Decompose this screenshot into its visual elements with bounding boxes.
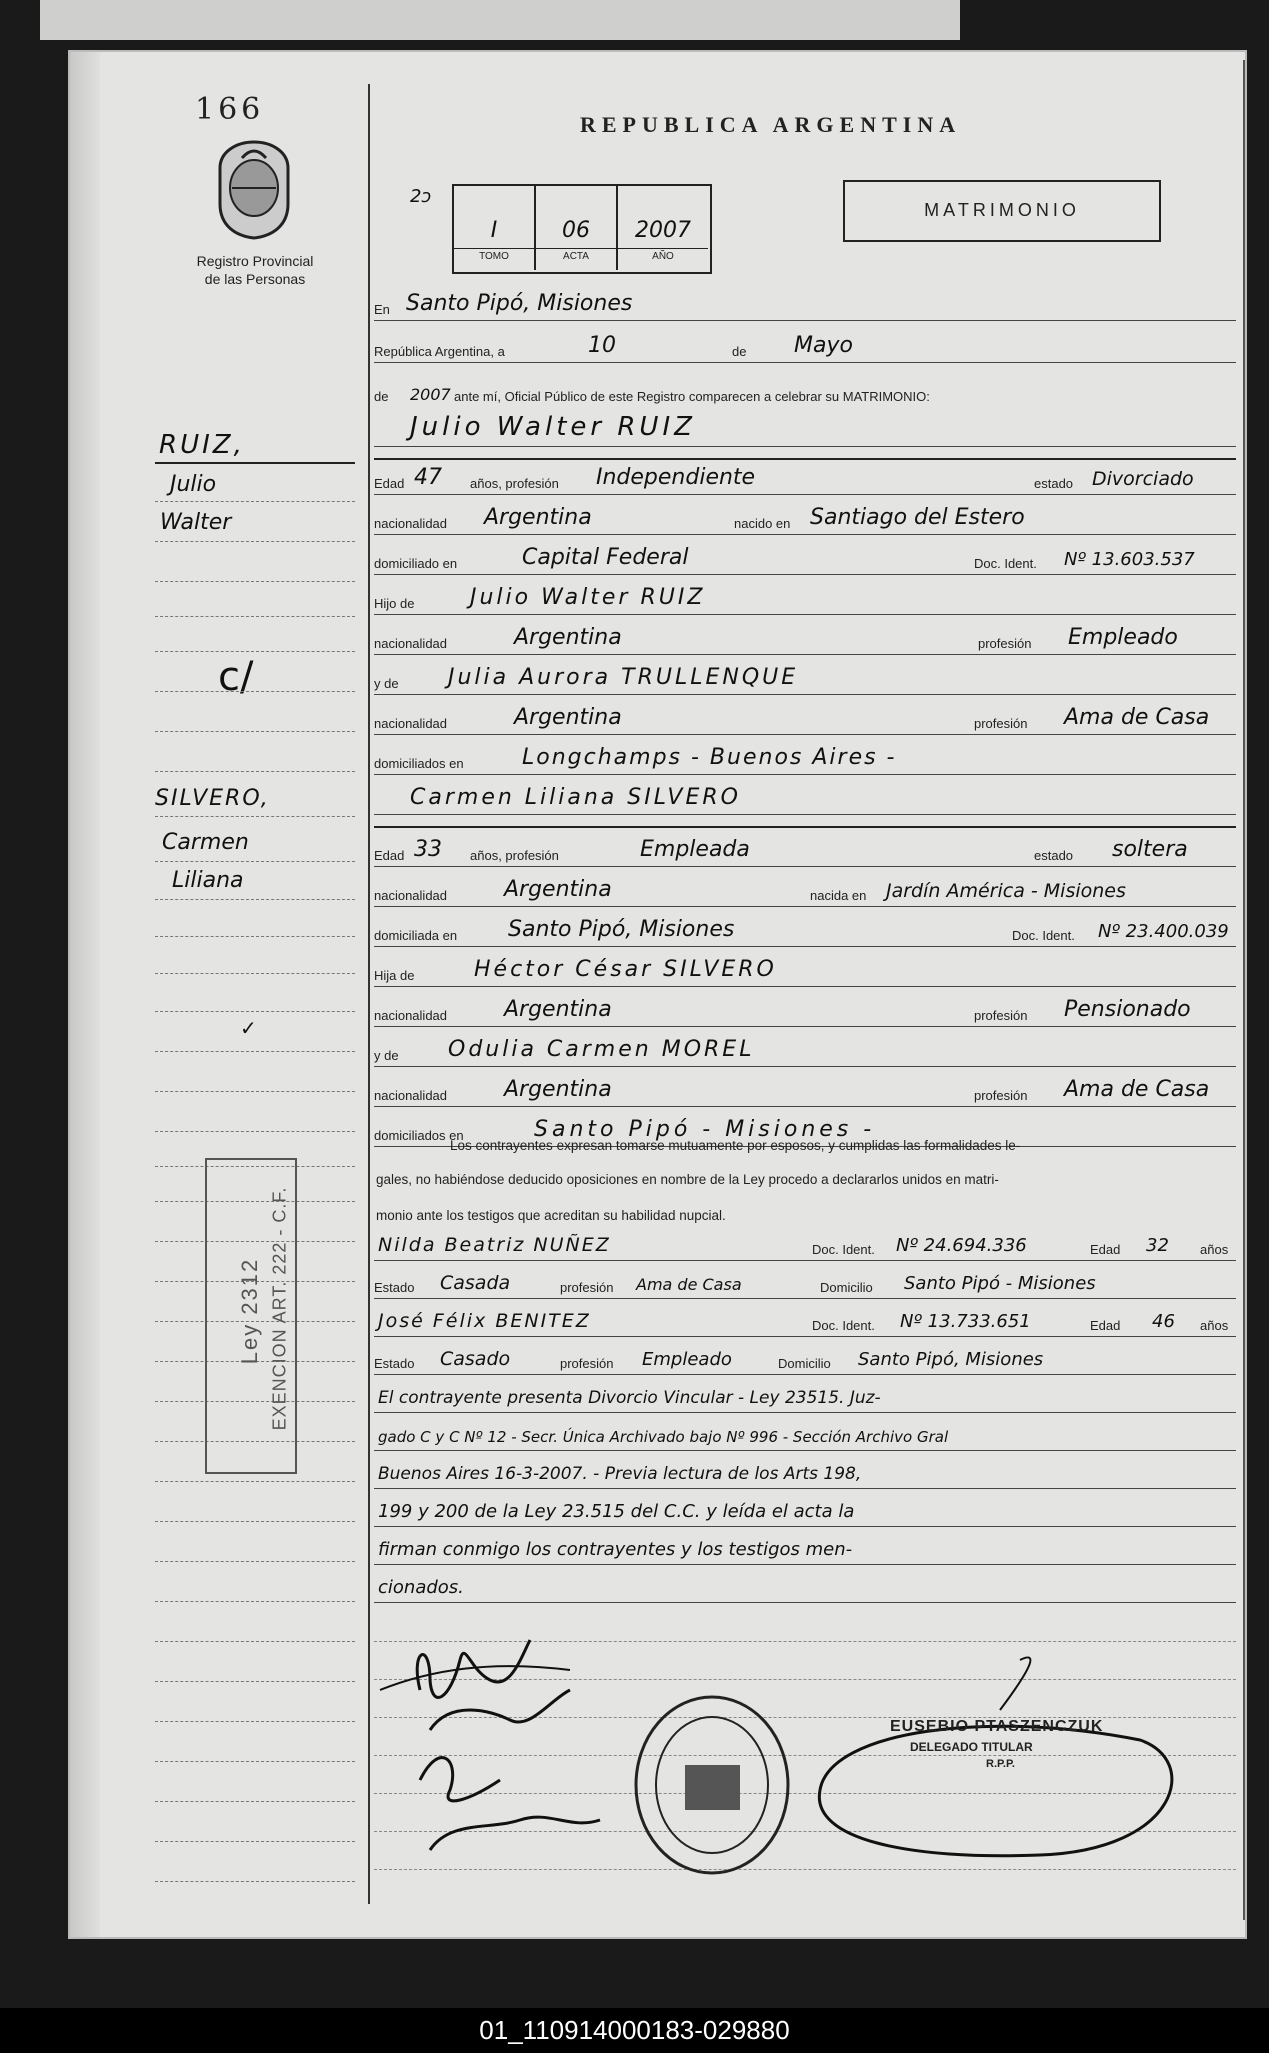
domiciliados-label: domiciliados en bbox=[374, 756, 464, 771]
margin-rule bbox=[155, 1050, 355, 1052]
witness2-age: 46 bbox=[1152, 1311, 1175, 1332]
official-title: DELEGADO TITULAR bbox=[910, 1740, 1033, 1754]
margin-rule bbox=[155, 935, 355, 937]
profesion-label: profesión bbox=[560, 1280, 614, 1295]
de-label: de bbox=[732, 344, 747, 359]
groom-status: Divorciado bbox=[1092, 468, 1194, 490]
bride-status: soltera bbox=[1112, 837, 1188, 862]
groom-domicile: Capital Federal bbox=[522, 545, 689, 570]
bride-mother-nationality: Argentina bbox=[504, 1077, 612, 1102]
bride-father-profession: Pensionado bbox=[1064, 997, 1191, 1022]
year-prefix: de bbox=[374, 389, 389, 404]
groom-domicile-row bbox=[374, 542, 1236, 575]
acta-label: ACTA bbox=[536, 248, 616, 262]
nacionalidad-label: nacionalidad bbox=[374, 636, 448, 651]
tomo-value: I bbox=[490, 218, 498, 243]
official-sub: R.P.P. bbox=[986, 1758, 1015, 1770]
acta-cell bbox=[536, 186, 618, 270]
profesion-label: profesión bbox=[978, 636, 1032, 651]
margin-rule bbox=[155, 1010, 355, 1012]
nacionalidad-label: nacionalidad bbox=[374, 1088, 448, 1103]
hijo-label: Hijo de bbox=[374, 596, 415, 611]
witness2-profession: Empleado bbox=[642, 1349, 732, 1370]
profesion-label: profesión bbox=[974, 1088, 1028, 1103]
note-line4 bbox=[374, 1494, 1236, 1527]
witness2-domicile: Santo Pipó, Misiones bbox=[858, 1349, 1044, 1370]
doc-label: Doc. Ident. bbox=[974, 556, 1037, 571]
doc-label: Doc. Ident. bbox=[1012, 928, 1075, 943]
bride-father: Héctor César SILVERO bbox=[474, 957, 777, 982]
bride-father-nationality: Argentina bbox=[504, 997, 612, 1022]
legal-line3: monio ante los testigos que acreditan su habilidad nupcial. bbox=[376, 1208, 726, 1223]
anos-label: años bbox=[1200, 1242, 1229, 1257]
groom-parents-domicile: Longchamps - Buenos Aires - bbox=[522, 745, 897, 770]
doc-label: Doc. Ident. bbox=[812, 1242, 875, 1257]
bride-full-name: Carmen Liliana SILVERO bbox=[410, 785, 741, 810]
groom-father-nat-row bbox=[374, 622, 1236, 655]
domicilio-label: Domicilio bbox=[820, 1280, 873, 1295]
groom-full-name: Julio Walter RUIZ bbox=[410, 412, 696, 442]
bride-name-line bbox=[374, 782, 1236, 815]
witness2-row bbox=[374, 1304, 1236, 1337]
margin-groom-name1: Julio bbox=[170, 472, 217, 497]
margin-rule bbox=[155, 540, 355, 542]
margin-rule bbox=[155, 860, 355, 862]
book-spine bbox=[70, 52, 100, 1937]
page-number: 166 bbox=[195, 92, 265, 127]
anos-profesion-label: años, profesión bbox=[470, 476, 559, 491]
scan-code-footer: 01_110914000183-029880 bbox=[0, 2008, 1269, 2053]
margin-rule bbox=[155, 972, 355, 974]
margin-rule bbox=[155, 1800, 355, 1802]
act-type-box bbox=[843, 180, 1161, 242]
nacionalidad-label: nacionalidad bbox=[374, 1008, 448, 1023]
nacida-label: nacida en bbox=[810, 888, 867, 903]
ano-value: 2007 bbox=[635, 218, 691, 243]
margin-rule bbox=[155, 500, 355, 502]
act-type: MATRIMONIO bbox=[924, 200, 1080, 220]
right-border bbox=[1243, 60, 1245, 1920]
anos-label: años bbox=[1200, 1318, 1229, 1333]
witness1-name: Nilda Beatriz NUÑEZ bbox=[378, 1234, 611, 1256]
edad-label: Edad bbox=[374, 848, 405, 863]
groom-mother-profession: Ama de Casa bbox=[1064, 705, 1210, 730]
witness1-detail-row bbox=[374, 1266, 1236, 1299]
en-label: En bbox=[374, 302, 390, 317]
hija-label: Hija de bbox=[374, 968, 415, 983]
bride-nationality-row bbox=[374, 874, 1236, 907]
estado-label: estado bbox=[1034, 848, 1074, 863]
bride-domicile: Santo Pipó, Misiones bbox=[508, 917, 735, 942]
year-line bbox=[374, 378, 1236, 406]
groom-age-row bbox=[374, 462, 1236, 495]
groom-father-nationality: Argentina bbox=[514, 625, 622, 650]
bride-profession: Empleada bbox=[640, 837, 750, 862]
bride-domicile-row bbox=[374, 914, 1236, 947]
round-seal-icon bbox=[630, 1690, 800, 1880]
day-value: 10 bbox=[588, 333, 616, 358]
nacionalidad-label: nacionalidad bbox=[374, 716, 448, 731]
note-line2 bbox=[374, 1418, 1236, 1451]
section-divider bbox=[374, 458, 1236, 460]
note-text: El contrayente presenta Divorcio Vincular - Ley 23515. Juz- bbox=[378, 1388, 881, 1408]
margin-rule bbox=[155, 650, 355, 652]
margin-rule bbox=[155, 1840, 355, 1842]
groom-mother: Julia Aurora TRULLENQUE bbox=[448, 665, 799, 690]
estado-label: Estado bbox=[374, 1280, 415, 1295]
exemption-stamp bbox=[205, 1158, 297, 1474]
bride-age: 33 bbox=[414, 837, 442, 862]
note-text: firman conmigo los contrayentes y los testigos men- bbox=[378, 1539, 853, 1560]
yde-label: y de bbox=[374, 676, 399, 691]
date-line bbox=[374, 330, 1236, 363]
margin-rule bbox=[155, 1520, 355, 1522]
groom-father-row bbox=[374, 582, 1236, 615]
witness1-status: Casada bbox=[440, 1272, 511, 1294]
profesion-label: profesión bbox=[974, 716, 1028, 731]
margin-rule bbox=[155, 730, 355, 732]
margin-groom-name2: Walter bbox=[160, 510, 232, 535]
margin-rule bbox=[155, 1090, 355, 1092]
bride-father-row bbox=[374, 954, 1236, 987]
tomo-label: TOMO bbox=[454, 248, 534, 262]
margin-rule bbox=[155, 1640, 355, 1642]
country-title: REPUBLICA ARGENTINA bbox=[580, 112, 962, 137]
ano-label: AÑO bbox=[618, 248, 708, 262]
groom-profession: Independiente bbox=[596, 465, 756, 490]
bride-age-row bbox=[374, 834, 1236, 867]
signatures-drawing bbox=[370, 1580, 670, 1880]
edad-label: Edad bbox=[374, 476, 405, 491]
witness1-age: 32 bbox=[1146, 1235, 1169, 1256]
domiciliada-label: domiciliada en bbox=[374, 928, 458, 943]
margin-rule bbox=[155, 1880, 355, 1882]
margin-rule bbox=[155, 1560, 355, 1562]
note-line5 bbox=[374, 1532, 1236, 1565]
bride-doc: Nº 23.400.039 bbox=[1098, 921, 1229, 942]
domiciliado-label: domiciliado en bbox=[374, 556, 458, 571]
note-line1 bbox=[374, 1380, 1236, 1413]
groom-father: Julio Walter RUIZ bbox=[470, 585, 706, 610]
witness1-doc: Nº 24.694.336 bbox=[896, 1235, 1027, 1256]
groom-birthplace: Santiago del Estero bbox=[810, 505, 1025, 530]
groom-father-profession: Empleado bbox=[1068, 625, 1178, 650]
margin-bride-surname: SILVERO, bbox=[155, 786, 270, 811]
doc-label: Doc. Ident. bbox=[812, 1318, 875, 1333]
estado-label: estado bbox=[1034, 476, 1074, 491]
estado-label: Estado bbox=[374, 1356, 415, 1371]
bride-father-nat-row bbox=[374, 994, 1236, 1027]
registry-name: Registro Provincial de las Personas bbox=[196, 253, 314, 287]
witness2-doc: Nº 13.733.651 bbox=[900, 1311, 1031, 1332]
note-line3 bbox=[374, 1456, 1236, 1489]
margin-rule bbox=[155, 815, 355, 817]
witness1-profession: Ama de Casa bbox=[636, 1275, 742, 1294]
groom-name-line bbox=[374, 414, 1236, 447]
bride-birthplace: Jardín América - Misiones bbox=[886, 880, 1126, 902]
margin-rule bbox=[155, 770, 355, 772]
groom-mother-nat-row bbox=[374, 702, 1236, 735]
profesion-label: profesión bbox=[560, 1356, 614, 1371]
margin-rule bbox=[155, 1130, 355, 1132]
stamp-line1: Ley 2312 bbox=[237, 1257, 262, 1365]
witness1-domicile: Santo Pipó - Misiones bbox=[904, 1273, 1096, 1294]
stamp-line2: EXENCION ART. 222 - C.F. bbox=[269, 1186, 290, 1431]
groom-nationality-row bbox=[374, 502, 1236, 535]
note-text: cionados. bbox=[378, 1577, 464, 1598]
bride-mother-nat-row bbox=[374, 1074, 1236, 1107]
nacido-label: nacido en bbox=[734, 516, 791, 531]
official-name: EUSEBIO PTASZENCZUK bbox=[890, 1718, 1104, 1735]
margin-rule bbox=[155, 898, 355, 900]
note-text: gado C y C Nº 12 - Secr. Única Archivado bajo Nº 996 - Sección Archivo Gral bbox=[378, 1428, 949, 1446]
note-text: 199 y 200 de la Ley 23.515 del C.C. y leída el acta la bbox=[378, 1501, 855, 1522]
margin-rule bbox=[155, 690, 355, 692]
groom-mother-row bbox=[374, 662, 1236, 695]
edad-label: Edad bbox=[1090, 1242, 1121, 1257]
bride-mother-profession: Ama de Casa bbox=[1064, 1077, 1210, 1102]
ano-cell bbox=[618, 186, 708, 270]
groom-nationality: Argentina bbox=[484, 505, 592, 530]
nacionalidad-label: nacionalidad bbox=[374, 516, 448, 531]
bride-parents-domicile: Santo Pipó - Misiones - bbox=[534, 1117, 876, 1142]
margin-rule bbox=[155, 1680, 355, 1682]
groom-parents-domicile-row bbox=[374, 742, 1236, 775]
place-value: Santo Pipó, Misiones bbox=[406, 291, 633, 316]
groom-doc: Nº 13.603.537 bbox=[1064, 549, 1195, 570]
yde-label: y de bbox=[374, 1048, 399, 1063]
profesion-label: profesión bbox=[974, 1008, 1028, 1023]
witness2-status: Casado bbox=[440, 1348, 511, 1370]
margin-rule bbox=[155, 580, 355, 582]
margin-tick: ✓ bbox=[240, 1016, 257, 1040]
margin-rule bbox=[155, 1600, 355, 1602]
anos-profesion-label: años, profesión bbox=[470, 848, 559, 863]
coat-of-arms-icon bbox=[214, 138, 294, 242]
bride-mother-row bbox=[374, 1034, 1236, 1067]
witness1-row bbox=[374, 1228, 1236, 1261]
margin-rule bbox=[155, 615, 355, 617]
margin-rule bbox=[155, 1720, 355, 1722]
domiciliados-label: domiciliados en bbox=[374, 1128, 464, 1143]
previous-page-strip bbox=[40, 0, 960, 40]
tomo-acta-box bbox=[452, 184, 712, 274]
year-value: 2007 bbox=[410, 385, 451, 404]
witness2-detail-row bbox=[374, 1342, 1236, 1375]
margin-bride-name2: Liliana bbox=[172, 868, 244, 893]
note-text: Buenos Aires 16-3-2007. - Previa lectura de los Arts 198, bbox=[378, 1464, 862, 1484]
bride-mother: Odulia Carmen MOREL bbox=[448, 1037, 755, 1062]
margin-rule bbox=[155, 1480, 355, 1482]
witness2-name: José Félix BENITEZ bbox=[378, 1310, 591, 1332]
statement: ante mí, Oficial Público de este Registro comparecen a celebrar su MATRIMONIO: bbox=[454, 389, 930, 404]
groom-mother-nationality: Argentina bbox=[514, 705, 622, 730]
edad-label: Edad bbox=[1090, 1318, 1121, 1333]
margin-conjunction: c/ bbox=[218, 654, 254, 700]
legal-line2: gales, no habiéndose deducido oposiciones en nombre de la Ley procedo a declararlos unidos en matri- bbox=[376, 1172, 999, 1187]
margin-bride-name1: Carmen bbox=[162, 830, 249, 855]
margin-rule bbox=[155, 1760, 355, 1762]
republica-label: República Argentina, a bbox=[374, 344, 505, 359]
acta-value: 06 bbox=[562, 218, 590, 243]
section-divider bbox=[374, 826, 1236, 828]
margin-groom-surname-row bbox=[155, 432, 355, 464]
bride-nationality: Argentina bbox=[504, 877, 612, 902]
tomo-cell bbox=[454, 186, 536, 270]
month-value: Mayo bbox=[794, 333, 853, 358]
margin-groom-surname: RUIZ, bbox=[159, 430, 245, 460]
domicilio-label: Domicilio bbox=[778, 1356, 831, 1371]
groom-age: 47 bbox=[414, 465, 442, 490]
handwritten-mark: 2ᴐ bbox=[410, 186, 432, 207]
legal-line1: Los contrayentes expresan tomarse mutuamente por esposos, y cumplidas las formalidades le- bbox=[450, 1138, 1021, 1153]
place-line bbox=[374, 288, 1236, 321]
nacionalidad-label: nacionalidad bbox=[374, 888, 448, 903]
